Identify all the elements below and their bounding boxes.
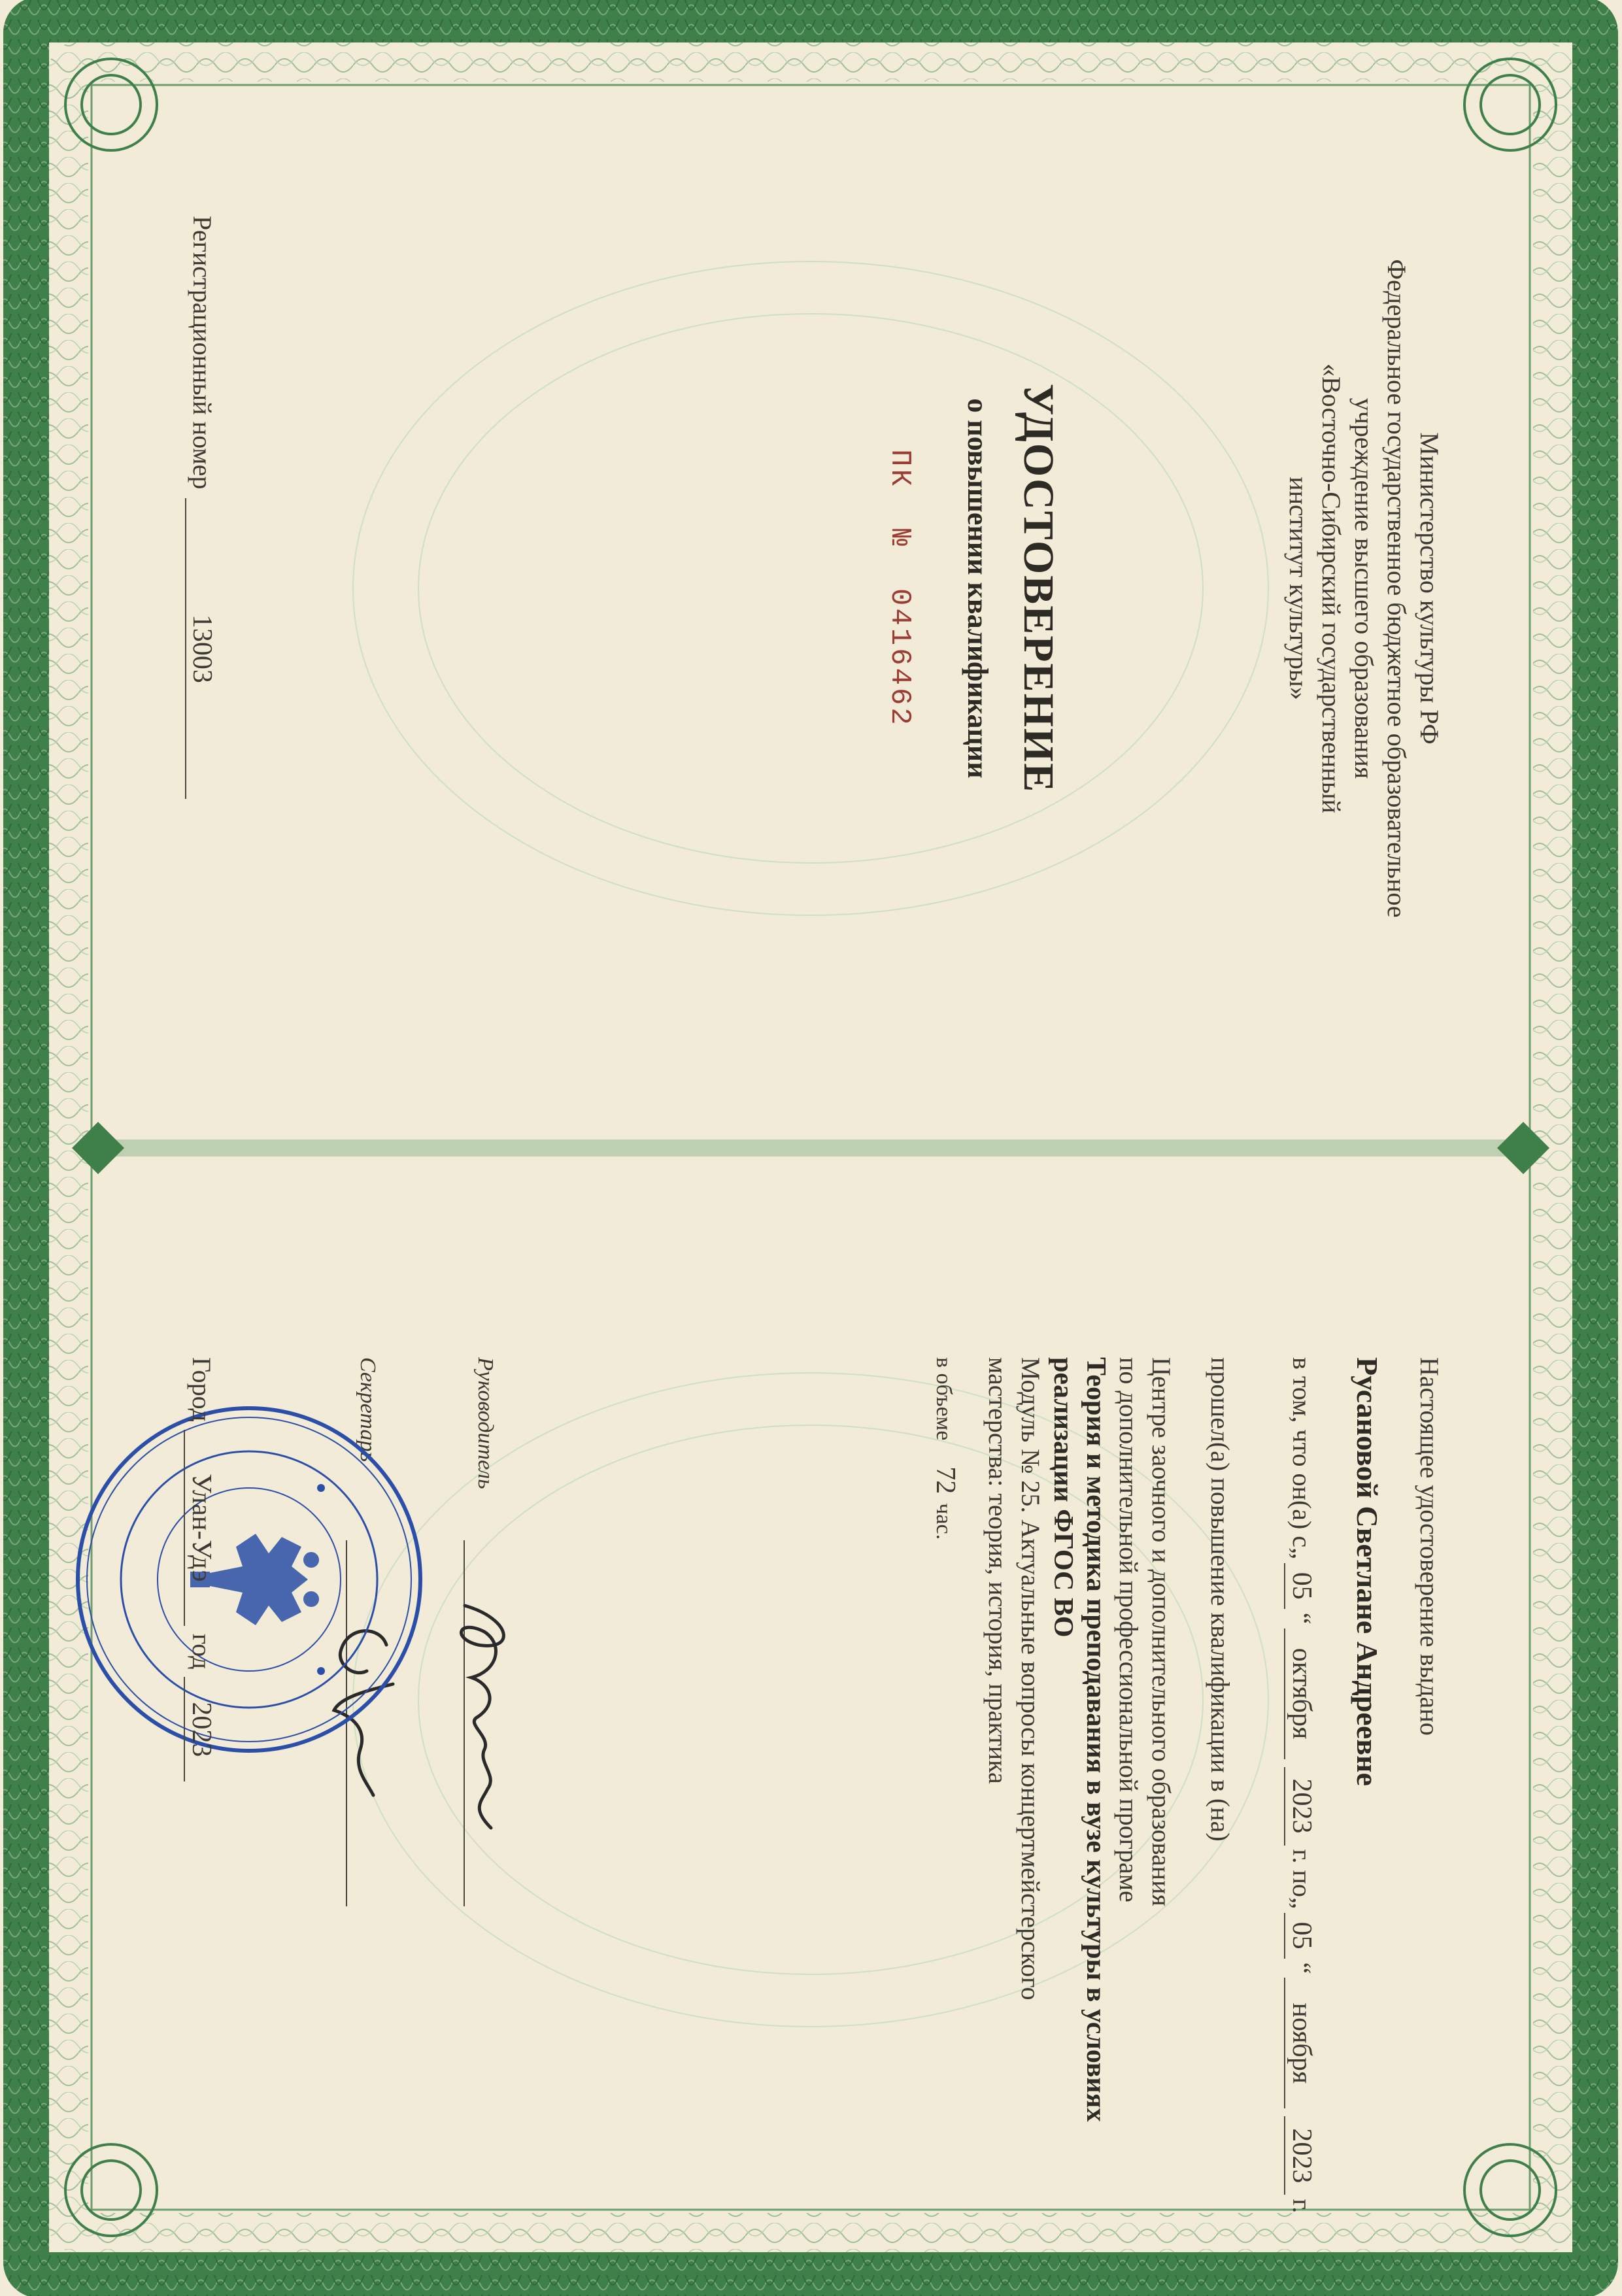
- volume-label: в объеме: [932, 1357, 956, 1441]
- certificate-title: УДОСТОВЕРЕНИЕ: [1015, 383, 1062, 794]
- volume-unit: час.: [932, 1503, 956, 1540]
- start-month: октября: [1284, 1629, 1318, 1759]
- city-value: Улан-Удэ: [184, 1430, 218, 1626]
- head-signature: [439, 1593, 537, 1841]
- passed-text: прошел(а) повышение квалификации в (на): [1206, 1357, 1235, 1842]
- organization-name: Центре заочного и дополнительного образования: [1147, 1357, 1176, 1906]
- recipient-name: Русановой Светлане Андреевне: [1351, 1357, 1384, 1786]
- issuer-line: «Восточно-Сибирский государственный: [1317, 363, 1346, 813]
- quote-open: „: [1287, 1547, 1317, 1559]
- registration-number: 13003: [185, 498, 218, 799]
- issuer-line: институт культуры»: [1284, 477, 1313, 700]
- registration-row: [185, 216, 218, 799]
- issuer-line: Министерство культуры РФ: [1415, 432, 1444, 745]
- issuer-block: [1282, 196, 1445, 981]
- start-year: 2023: [1284, 1767, 1318, 1846]
- certificate-subtitle: о повышении квалификации: [962, 398, 994, 779]
- module-line-1: Модуль № 25. Актуальные вопросы концертмейстерского: [1016, 1357, 1045, 2001]
- details-panel: [0, 1148, 1622, 2296]
- city-label: Город: [187, 1357, 216, 1422]
- secretary-label: Секретарь: [356, 1357, 380, 1462]
- module-line-2: мастерства: теория, история, практика: [983, 1357, 1013, 1784]
- period-suffix: г.: [1287, 2199, 1317, 2214]
- year-value: 2023: [184, 1677, 218, 1781]
- quote-close: “: [1287, 1612, 1317, 1625]
- issuer-line: учреждение высшего образования: [1349, 397, 1379, 779]
- quote-open: „: [1287, 1897, 1317, 1909]
- period-prefix: в том, что он(а) с: [1287, 1357, 1317, 1548]
- quote-close: “: [1287, 1962, 1317, 1974]
- intro-text: Настоящее удостоверение выдано: [1415, 1357, 1444, 1736]
- registration-label: Регистрационный номер: [188, 216, 217, 490]
- start-day: 05: [1284, 1563, 1318, 1609]
- end-month: ноября: [1284, 1978, 1318, 2108]
- end-year: 2023: [1284, 2116, 1318, 2195]
- period-mid: г. по: [1287, 1849, 1317, 1897]
- program-line: по дополнительной профессиональной програме: [1114, 1357, 1143, 1902]
- city-row: [184, 1357, 218, 1789]
- issuer-line: Федеральное государственное бюджетное образовательное: [1382, 259, 1411, 918]
- program-title-line-2: реализации ФГОС ВО: [1048, 1357, 1078, 1638]
- end-day: 05: [1284, 1913, 1318, 1959]
- serial-number: ПК № 0416462: [883, 449, 916, 728]
- period-row: [1284, 1357, 1318, 2213]
- program-title-line-1: Теория и методика преподавания в вузе культуры в условиях: [1081, 1357, 1111, 2122]
- head-label: Руководитель: [473, 1357, 498, 1489]
- year-label: год: [187, 1633, 216, 1670]
- official-seal: [66, 1396, 432, 1763]
- volume-row: [927, 1357, 962, 1540]
- volume-hours: 72: [930, 1466, 960, 1494]
